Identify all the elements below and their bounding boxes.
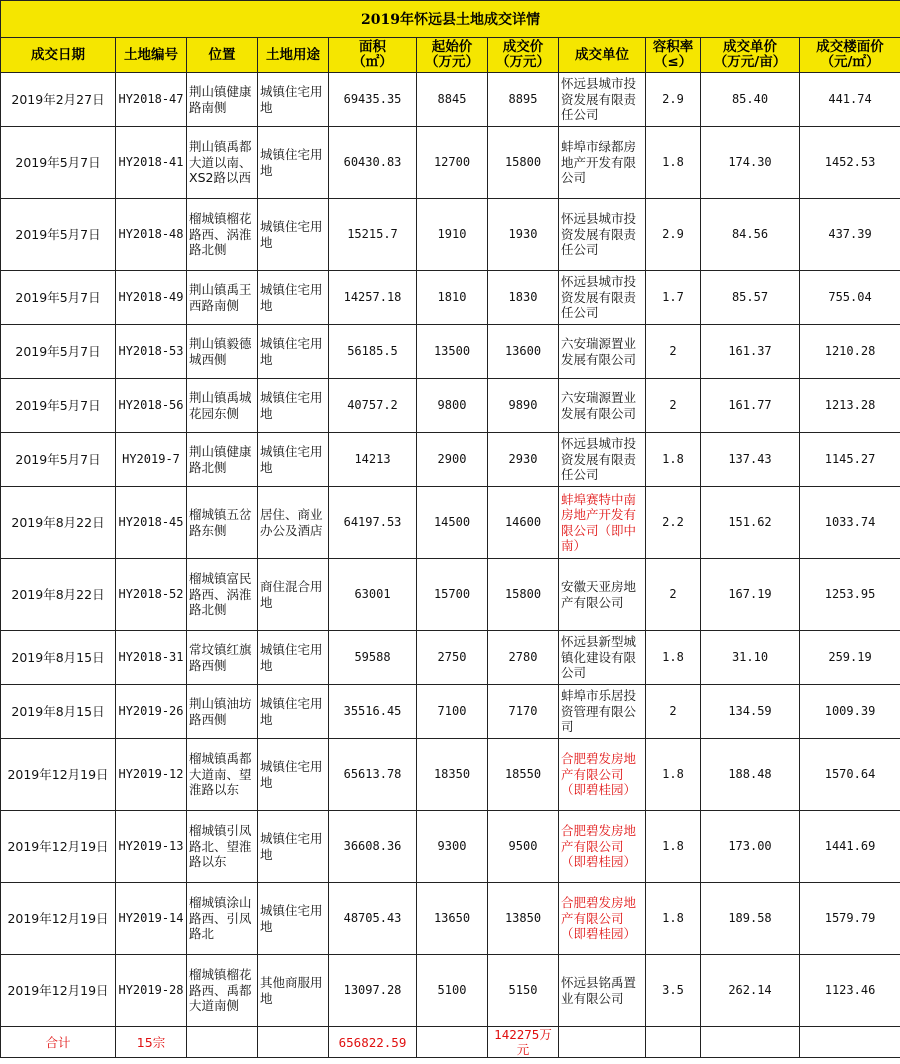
cell-location: 荆山镇健康路北侧 — [187, 433, 258, 487]
cell-deal: 9500 — [488, 811, 559, 883]
cell-area: 13097.28 — [329, 955, 417, 1027]
cell-unit: 合肥碧发房地产有限公司（即碧桂园） — [559, 883, 646, 955]
cell-deal: 7170 — [488, 685, 559, 739]
cell-floor-price: 1123.46 — [800, 955, 900, 1027]
cell-unit-price: 262.14 — [701, 955, 800, 1027]
cell-code: HY2018-49 — [116, 271, 187, 325]
cell-deal: 13850 — [488, 883, 559, 955]
cell-start: 9300 — [417, 811, 488, 883]
cell-area: 63001 — [329, 559, 417, 631]
cell-floor-price: 1441.69 — [800, 811, 900, 883]
cell-date: 2019年12月19日 — [1, 955, 116, 1027]
cell-code: HY2019-13 — [116, 811, 187, 883]
cell-use: 城镇住宅用地 — [258, 325, 329, 379]
cell-area: 69435.35 — [329, 73, 417, 127]
cell-far: 3.5 — [646, 955, 701, 1027]
cell-code: HY2018-41 — [116, 127, 187, 199]
cell-far: 2 — [646, 379, 701, 433]
table-row — [1, 325, 900, 379]
table-row — [1, 73, 900, 127]
total-deal-price: 142275万元 — [488, 1027, 559, 1058]
cell-start: 5100 — [417, 955, 488, 1027]
cell-deal: 15800 — [488, 559, 559, 631]
cell-floor-price: 1253.95 — [800, 559, 900, 631]
cell-date: 2019年5月7日 — [1, 325, 116, 379]
cell-location: 榴城镇富民路西、涡淮路北侧 — [187, 559, 258, 631]
cell-area: 48705.43 — [329, 883, 417, 955]
total-label: 合计 — [1, 1027, 116, 1058]
cell-far: 1.8 — [646, 631, 701, 685]
cell-use: 商住混合用地 — [258, 559, 329, 631]
cell-code: HY2019-14 — [116, 883, 187, 955]
cell-code: HY2018-48 — [116, 199, 187, 271]
header-location: 位置 — [187, 38, 258, 73]
cell-deal: 5150 — [488, 955, 559, 1027]
cell-far: 1.8 — [646, 127, 701, 199]
cell-unit: 蚌埠市乐居投资管理有限公司 — [559, 685, 646, 739]
table-row — [1, 883, 900, 955]
cell-unit-price: 188.48 — [701, 739, 800, 811]
header-area: 面积 （㎡） — [329, 38, 417, 73]
cell-far: 1.8 — [646, 883, 701, 955]
header-unit-price: 成交单价 （万元/亩） — [701, 38, 800, 73]
cell-far: 1.8 — [646, 811, 701, 883]
cell-use: 居住、商业办公及酒店 — [258, 487, 329, 559]
cell-floor-price: 1213.28 — [800, 379, 900, 433]
cell-unit-price: 85.57 — [701, 271, 800, 325]
table-row — [1, 685, 900, 739]
cell-unit-price: 84.56 — [701, 199, 800, 271]
cell-unit-price: 137.43 — [701, 433, 800, 487]
cell-code: HY2019-12 — [116, 739, 187, 811]
cell-unit: 怀远县城市投资发展有限责任公司 — [559, 433, 646, 487]
cell-location: 榴城镇引凤路北、望淮路以东 — [187, 811, 258, 883]
cell-unit: 六安瑞源置业发展有限公司 — [559, 379, 646, 433]
cell-location: 荆山镇健康路南侧 — [187, 73, 258, 127]
cell-start: 1910 — [417, 199, 488, 271]
cell-far: 1.8 — [646, 433, 701, 487]
cell-start: 18350 — [417, 739, 488, 811]
cell-date: 2019年5月7日 — [1, 271, 116, 325]
header-deal-price: 成交价 （万元） — [488, 38, 559, 73]
cell-deal: 13600 — [488, 325, 559, 379]
cell-far: 2.9 — [646, 199, 701, 271]
cell-location: 榴城镇榴花路西、禹都大道南侧 — [187, 955, 258, 1027]
cell-deal: 2930 — [488, 433, 559, 487]
cell-unit: 怀远县城市投资发展有限责任公司 — [559, 199, 646, 271]
header-date: 成交日期 — [1, 38, 116, 73]
cell-date: 2019年12月19日 — [1, 811, 116, 883]
cell-unit: 合肥碧发房地产有限公司（即碧桂园） — [559, 739, 646, 811]
table-row — [1, 433, 900, 487]
cell-area: 35516.45 — [329, 685, 417, 739]
cell-start: 7100 — [417, 685, 488, 739]
cell-code: HY2018-31 — [116, 631, 187, 685]
cell-start: 2900 — [417, 433, 488, 487]
cell-start: 12700 — [417, 127, 488, 199]
cell-code: HY2018-45 — [116, 487, 187, 559]
cell-far: 2 — [646, 325, 701, 379]
header-start-price: 起始价 （万元） — [417, 38, 488, 73]
cell-unit: 蚌埠市绿都房地产开发有限公司 — [559, 127, 646, 199]
cell-area: 40757.2 — [329, 379, 417, 433]
cell-start: 13500 — [417, 325, 488, 379]
cell-location: 荆山镇禹都大道以南、XS2路以西 — [187, 127, 258, 199]
cell-area: 65613.78 — [329, 739, 417, 811]
header-row — [1, 38, 900, 73]
table-row — [1, 955, 900, 1027]
cell-location: 常坟镇红旗路西侧 — [187, 631, 258, 685]
table-row — [1, 811, 900, 883]
cell-start: 13650 — [417, 883, 488, 955]
cell-use: 城镇住宅用地 — [258, 433, 329, 487]
cell-floor-price: 1145.27 — [800, 433, 900, 487]
cell-unit-price: 174.30 — [701, 127, 800, 199]
cell-far: 2 — [646, 559, 701, 631]
cell-date: 2019年12月19日 — [1, 883, 116, 955]
cell-use: 城镇住宅用地 — [258, 811, 329, 883]
cell-start: 14500 — [417, 487, 488, 559]
cell-date: 2019年5月7日 — [1, 379, 116, 433]
header-far: 容积率 （≤） — [646, 38, 701, 73]
cell-far: 1.7 — [646, 271, 701, 325]
cell-floor-price: 437.39 — [800, 199, 900, 271]
cell-area: 14213 — [329, 433, 417, 487]
cell-unit: 蚌埠赛特中南房地产开发有限公司（即中南） — [559, 487, 646, 559]
header-code: 土地编号 — [116, 38, 187, 73]
cell-unit: 怀远县新型城镇化建设有限公司 — [559, 631, 646, 685]
table-row — [1, 127, 900, 199]
cell-code: HY2018-52 — [116, 559, 187, 631]
cell-date: 2019年12月19日 — [1, 739, 116, 811]
cell-code: HY2018-56 — [116, 379, 187, 433]
cell-unit: 怀远县铭禹置业有限公司 — [559, 955, 646, 1027]
table-row — [1, 559, 900, 631]
table-row — [1, 199, 900, 271]
cell-unit: 合肥碧发房地产有限公司（即碧桂园） — [559, 811, 646, 883]
cell-code: HY2018-47 — [116, 73, 187, 127]
table-body — [1, 73, 900, 1027]
cell-use: 其他商服用地 — [258, 955, 329, 1027]
cell-far: 2 — [646, 685, 701, 739]
cell-floor-price: 1570.64 — [800, 739, 900, 811]
cell-unit-price: 173.00 — [701, 811, 800, 883]
cell-date: 2019年8月22日 — [1, 487, 116, 559]
cell-unit-price: 85.40 — [701, 73, 800, 127]
cell-code: HY2019-26 — [116, 685, 187, 739]
header-buyer: 成交单位 — [559, 38, 646, 73]
cell-use: 城镇住宅用地 — [258, 631, 329, 685]
cell-date: 2019年5月7日 — [1, 433, 116, 487]
cell-code: HY2019-7 — [116, 433, 187, 487]
cell-date: 2019年5月7日 — [1, 199, 116, 271]
cell-use: 城镇住宅用地 — [258, 271, 329, 325]
cell-deal: 1930 — [488, 199, 559, 271]
cell-unit: 安徽天亚房地产有限公司 — [559, 559, 646, 631]
cell-unit: 怀远县城市投资发展有限责任公司 — [559, 73, 646, 127]
cell-use: 城镇住宅用地 — [258, 127, 329, 199]
cell-area: 60430.83 — [329, 127, 417, 199]
cell-floor-price: 755.04 — [800, 271, 900, 325]
cell-unit-price: 161.37 — [701, 325, 800, 379]
cell-floor-price: 441.74 — [800, 73, 900, 127]
cell-use: 城镇住宅用地 — [258, 73, 329, 127]
cell-use: 城镇住宅用地 — [258, 199, 329, 271]
cell-deal: 14600 — [488, 487, 559, 559]
cell-far: 1.8 — [646, 739, 701, 811]
table-row — [1, 739, 900, 811]
total-area: 656822.59 — [329, 1027, 417, 1058]
cell-floor-price: 1009.39 — [800, 685, 900, 739]
cell-far: 2.9 — [646, 73, 701, 127]
cell-date: 2019年8月22日 — [1, 559, 116, 631]
cell-floor-price: 1210.28 — [800, 325, 900, 379]
cell-location: 荆山镇禹城花园东侧 — [187, 379, 258, 433]
cell-area: 64197.53 — [329, 487, 417, 559]
cell-deal: 8895 — [488, 73, 559, 127]
cell-floor-price: 1033.74 — [800, 487, 900, 559]
cell-unit: 怀远县城市投资发展有限责任公司 — [559, 271, 646, 325]
cell-location: 榴城镇涂山路西、引凤路北 — [187, 883, 258, 955]
cell-start: 15700 — [417, 559, 488, 631]
cell-code: HY2019-28 — [116, 955, 187, 1027]
cell-date: 2019年5月7日 — [1, 127, 116, 199]
cell-location: 榴城镇榴花路西、涡淮路北侧 — [187, 199, 258, 271]
cell-unit-price: 134.59 — [701, 685, 800, 739]
cell-unit-price: 167.19 — [701, 559, 800, 631]
header-use: 土地用途 — [258, 38, 329, 73]
cell-deal: 2780 — [488, 631, 559, 685]
cell-area: 14257.18 — [329, 271, 417, 325]
header-floor-price: 成交楼面价 （元/㎡） — [800, 38, 900, 73]
table-row — [1, 631, 900, 685]
cell-use: 城镇住宅用地 — [258, 883, 329, 955]
cell-location: 荆山镇油坊路西侧 — [187, 685, 258, 739]
table-row — [1, 379, 900, 433]
cell-area: 15215.7 — [329, 199, 417, 271]
cell-deal: 18550 — [488, 739, 559, 811]
total-row — [1, 1027, 900, 1058]
cell-location: 榴城镇禹都大道南、望淮路以东 — [187, 739, 258, 811]
cell-date: 2019年8月15日 — [1, 685, 116, 739]
cell-start: 8845 — [417, 73, 488, 127]
cell-start: 1810 — [417, 271, 488, 325]
cell-use: 城镇住宅用地 — [258, 685, 329, 739]
cell-deal: 15800 — [488, 127, 559, 199]
total-count: 15宗 — [116, 1027, 187, 1058]
cell-deal: 1830 — [488, 271, 559, 325]
table-row — [1, 271, 900, 325]
cell-unit-price: 151.62 — [701, 487, 800, 559]
cell-code: HY2018-53 — [116, 325, 187, 379]
table-title: 2019年怀远县土地成交详情 — [1, 1, 900, 38]
cell-floor-price: 1452.53 — [800, 127, 900, 199]
table-row — [1, 487, 900, 559]
cell-location: 榴城镇五岔路东侧 — [187, 487, 258, 559]
cell-unit-price: 189.58 — [701, 883, 800, 955]
cell-unit-price: 161.77 — [701, 379, 800, 433]
cell-area: 59588 — [329, 631, 417, 685]
cell-far: 2.2 — [646, 487, 701, 559]
cell-date: 2019年2月27日 — [1, 73, 116, 127]
cell-use: 城镇住宅用地 — [258, 739, 329, 811]
cell-date: 2019年8月15日 — [1, 631, 116, 685]
cell-area: 56185.5 — [329, 325, 417, 379]
cell-floor-price: 259.19 — [800, 631, 900, 685]
cell-start: 2750 — [417, 631, 488, 685]
cell-location: 荆山镇毅德城西侧 — [187, 325, 258, 379]
cell-start: 9800 — [417, 379, 488, 433]
cell-area: 36608.36 — [329, 811, 417, 883]
cell-unit-price: 31.10 — [701, 631, 800, 685]
cell-floor-price: 1579.79 — [800, 883, 900, 955]
cell-deal: 9890 — [488, 379, 559, 433]
cell-use: 城镇住宅用地 — [258, 379, 329, 433]
cell-location: 荆山镇禹王西路南侧 — [187, 271, 258, 325]
cell-unit: 六安瑞源置业发展有限公司 — [559, 325, 646, 379]
